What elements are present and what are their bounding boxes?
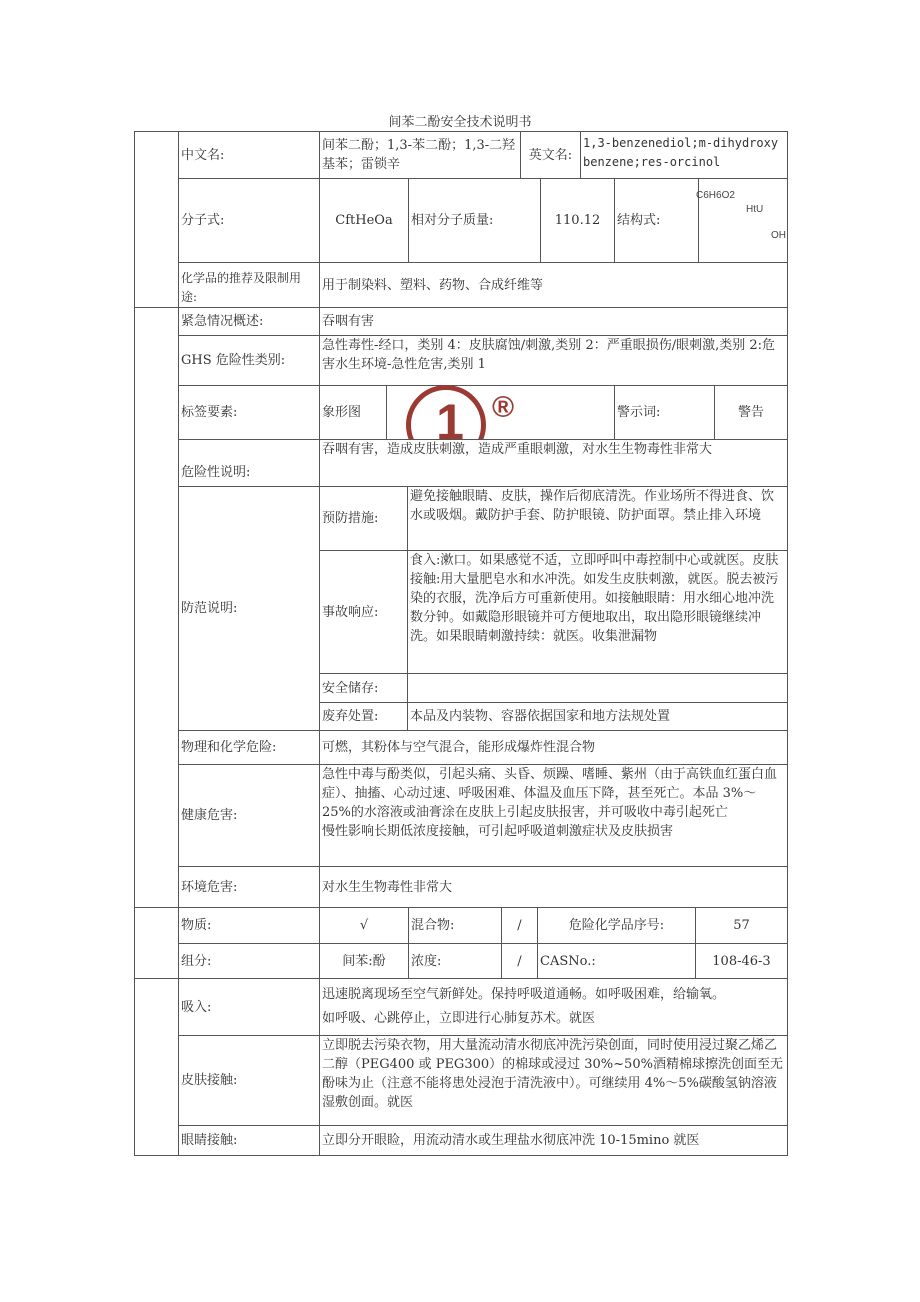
serial-value: 57 (695, 907, 788, 944)
response-value: 食入:漱口。如果感觉不适，立即呼叫中毒控制中心或就医。皮肤接触:用大量肥皂水和水冲洗。如发生皮肤刺激，就医。脱去被污染的衣服，洗净后方可重新使用。如接触眼睛：用水细心地冲洗数分钟。如戴隐形眼镜并可方便地取出，取出隐形眼镜继续冲洗。如果眼睛刺激持续：就医。收集泄漏物 (407, 550, 788, 674)
env-hazard-value: 对水生生物毒性非常大 (319, 866, 788, 908)
disposal-label: 废弃处置: (319, 702, 408, 731)
response-label: 事故响应: (319, 550, 408, 674)
serial-label: 危险化学品序号: (537, 907, 696, 944)
health-hazard-label: 健康危害: (178, 764, 320, 867)
eye-contact-value: 立即分开眼睑，用流动清水或生理盐水彻底冲洗 10-15mino 就医 (319, 1125, 788, 1156)
structure-text-1: HtU (746, 204, 764, 215)
storage-value (407, 673, 788, 703)
precaution-label: 防范说明: (178, 486, 320, 731)
en-name-value: 1,3-benzenediol;m-dihydroxybenzene;res-orcinol (580, 131, 788, 179)
concentration-value: / (501, 943, 538, 979)
prevention-label: 预防措施: (319, 486, 408, 551)
cas-label: CASNo.: (537, 943, 696, 979)
mw-value: 110.12 (540, 178, 615, 263)
structure-label: 结构式: (614, 178, 699, 263)
signal-word-value: 警告 (714, 385, 788, 440)
use-value: 用于制染料、塑料、药物、合成纤维等 (319, 262, 788, 308)
structure-text-2: OH (771, 230, 786, 241)
storage-label: 安全储存: (319, 673, 408, 703)
skin-contact-label: 皮肤接触: (178, 1035, 320, 1126)
mixture-label: 混合物: (408, 907, 502, 944)
health-hazard-value (319, 764, 788, 867)
eye-contact-label: 眼睛接触: (178, 1125, 320, 1156)
skin-contact-value: 立即脱去污染衣物，用大量流动清水彻底冲洗污染创面，同时使用浸过聚乙烯乙二醇（PEG400 或 PEG300）的棉球或浸过 30%~50%酒精棉球擦洗创面至无酚味为止（注意不能将患处浸泡于清洗液中）。可继续用 4%～5%碳酸氢钠溶液湿敷创面。就医 (319, 1035, 788, 1126)
component-value: 间苯:酚 (319, 943, 409, 979)
en-name-label: 英文名: (520, 131, 581, 179)
physical-hazard-value: 可燃，其粉体与空气混合，能形成爆炸性混合物 (319, 730, 788, 765)
ghs-label: GHS 危险性类别: (178, 335, 320, 386)
ghs-pictogram-icon (398, 385, 626, 439)
cn-name-value: 间苯二酚；1,3-苯二酚；1,3-二羟基苯；雷锁辛 (319, 131, 521, 179)
section-2-marker (134, 307, 179, 908)
health-chronic: 慢性影响长期低浓度接触，可引起呼吸道刺激症状及皮肤损害 (322, 824, 674, 839)
inhale-line-1: 迅速脱离现场至空气新鲜处。保持呼吸道通畅。如呼吸困难，给输氧。 (322, 987, 726, 1002)
cn-name-label: 中文名: (178, 131, 320, 179)
substance-label: 物质: (178, 907, 320, 944)
emergency-value: 吞咽有害 (319, 307, 788, 336)
pictogram-label: 象形图 (319, 385, 387, 440)
inhale-value (319, 978, 788, 1036)
inhale-label: 吸入: (178, 978, 320, 1036)
pictogram-mark: ® (492, 391, 515, 424)
section-1-marker (134, 131, 179, 308)
cas-value: 108-46-3 (695, 943, 788, 979)
hazard-statement-label: 危险性说明: (178, 439, 320, 487)
hazard-statement-value: 吞咽有害，造成皮肤刺激，造成严重眼刺激，对水生生物毒性非常大 (319, 439, 788, 487)
physical-hazard-label: 物理和化学危险: (178, 730, 320, 765)
signal-word-label: 警示词: (614, 385, 715, 440)
health-acute: 急性中毒与酚类似，引起头痛、头昏、烦躁、嗜睡、紫州（由于高铁血红蛋白血症）、抽搐、心动过速、呼吸困难、体温及血压下降，甚至死亡。本品 3%～25%的水溶液或油膏涂在皮肤上引起皮肤报害，并可吸收中毒引起死亡 (322, 767, 778, 820)
pictogram-symbol: 1 (436, 394, 464, 439)
prevention-value: 避免接触眼睛、皮肤，操作后彻底清洗。作业场所不得进食、饮水或吸烟。戴防护手套、防护眼镜、防护面罩。禁止排入环境 (407, 486, 788, 551)
section-4-marker (134, 978, 179, 1156)
disposal-value: 本品及内装物、容器依据国家和地方法规处置 (407, 702, 788, 731)
substance-value: √ (319, 907, 409, 944)
formula-label: 分子式: (178, 178, 320, 263)
inhale-line-2: 如呼吸、心跳停止，立即进行心肺复苏术。就医 (322, 1011, 596, 1026)
concentration-label: 浓度: (408, 943, 502, 979)
emergency-label: 紧急情况概述: (178, 307, 320, 336)
use-label: 化学品的推荐及限制用途: (178, 262, 320, 308)
env-hazard-label: 环境危害: (178, 866, 320, 908)
ghs-value: 急性毒性-经口，类别 4：皮肤腐蚀/刺激,类别 2：严重眼损伤/眼刺激,类别 2:危害水生环境-急性危害,类别 1 (319, 335, 788, 386)
mixture-value: / (501, 907, 538, 944)
component-label: 组分: (178, 943, 320, 979)
formula-value: CftHeOa (319, 178, 409, 263)
document-title: 间苯二酚安全技术说明书 (388, 115, 532, 130)
label-elements-label: 标签要素: (178, 385, 320, 440)
structure-formula: C6H6O2 (696, 190, 735, 201)
mw-label: 相对分子质量: (408, 178, 541, 263)
section-3-marker (134, 907, 179, 979)
